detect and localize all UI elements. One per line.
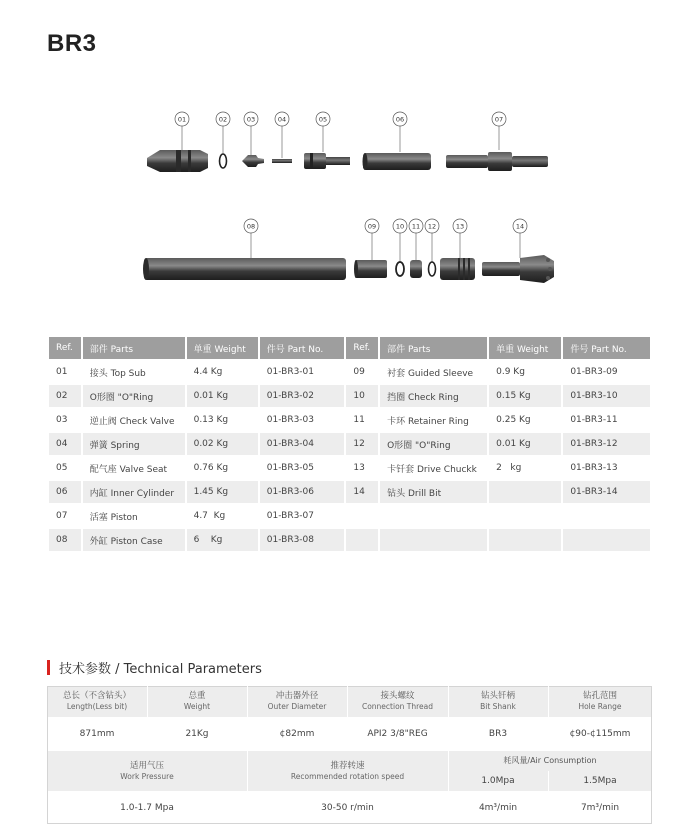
header-hole-zh: 钻孔范围 <box>582 691 617 701</box>
cell-weight: 0.9 Kg <box>489 361 561 383</box>
header-od-en: Outer Diameter <box>267 702 327 711</box>
cell-weight: 0.25 Kg <box>489 409 561 431</box>
cell-ref: 13 <box>346 457 378 479</box>
cell-part-no <box>563 529 650 551</box>
header-air-consumption <box>448 751 652 771</box>
cell-ref: 07 <box>49 505 81 527</box>
value-length-text: 871mm <box>79 729 115 739</box>
part-drive-chuck-icon <box>440 258 475 280</box>
value-pressure-text: 1.0-1.7 Mpa <box>120 802 174 813</box>
header-rotation-zh: 推荐转速 <box>330 760 365 771</box>
cell-part: 挡圈 Check Ring <box>380 385 487 407</box>
header-air-2 <box>548 771 652 791</box>
col-parts: 部件 Parts <box>83 337 185 359</box>
header-air-2-text: 1.5Mpa <box>583 776 617 786</box>
cell-part: 逆止阀 Check Valve <box>83 409 185 431</box>
cell-weight <box>489 529 561 551</box>
header-work-pressure <box>47 751 247 791</box>
cell-ref: 05 <box>49 457 81 479</box>
cell-weight: 0.13 Kg <box>187 409 258 431</box>
value-air-1-text: 4m³/min <box>478 802 518 813</box>
part-o-ring-icon <box>220 154 227 168</box>
header-hole-en: Hole Range <box>578 702 622 711</box>
callout-label-06: 06 <box>395 115 405 124</box>
table-row <box>49 457 650 479</box>
value-bit-shank <box>448 717 548 751</box>
cell-part-no: 01-BR3-03 <box>260 409 345 431</box>
cell-ref: 01 <box>49 361 81 383</box>
tech-params-table <box>47 686 652 824</box>
cell-weight: 2 kg <box>489 457 561 479</box>
cell-weight: 0.02 Kg <box>187 433 258 455</box>
callout-label-02: 02 <box>218 115 228 124</box>
cell-part: 衬套 Guided Sleeve <box>380 361 487 383</box>
cell-ref: 11 <box>346 409 378 431</box>
callout-label-04: 04 <box>277 115 287 124</box>
cell-part-no: 01-BR3-02 <box>260 385 345 407</box>
cell-part: 外缸 Piston Case <box>83 529 185 551</box>
header-thread-en: Connection Thread <box>361 702 434 711</box>
table-row <box>49 409 650 431</box>
header-rotation-en: Recommended rotation speed <box>290 771 405 781</box>
cell-ref: 14 <box>346 481 378 503</box>
cell-part: 接头 Top Sub <box>83 361 185 383</box>
cell-weight: 6 Kg <box>187 529 258 551</box>
value-shank-text: BR3 <box>488 729 508 739</box>
cell-ref: 09 <box>346 361 378 383</box>
callout-label-10: 10 <box>395 222 405 231</box>
part-inner-cylinder-icon <box>363 153 432 170</box>
cell-part-no: 01-BR3-13 <box>563 457 650 479</box>
grid-line <box>347 686 348 717</box>
cell-ref: 10 <box>346 385 378 407</box>
col-ref: Ref. <box>49 337 81 359</box>
table-row <box>49 361 650 383</box>
grid-line <box>247 751 248 791</box>
col-part-no: 件号 Part No. <box>260 337 345 359</box>
cell-part: 卡钎套 Drive Chuckk <box>380 457 487 479</box>
grid-line <box>448 686 449 717</box>
header-bit-shank <box>448 686 548 717</box>
cell-ref: 06 <box>49 481 81 503</box>
part-retainer-ring-icon <box>410 260 422 278</box>
header-pressure-zh: 适用气压 <box>129 760 164 771</box>
cell-weight: 0.15 Kg <box>489 385 561 407</box>
table-row <box>49 529 650 551</box>
cell-ref: 04 <box>49 433 81 455</box>
grid-line <box>47 686 652 687</box>
table-row <box>49 433 650 455</box>
header-shank-zh: 钻头钎柄 <box>480 691 515 701</box>
value-thread-text: API2 3/8"REG <box>367 729 428 739</box>
callout-label-03: 03 <box>246 115 256 124</box>
value-weight-text: 21Kg <box>185 729 209 739</box>
cell-weight: 0.76 Kg <box>187 457 258 479</box>
header-air-1-text: 1.0Mpa <box>481 776 515 786</box>
cell-part-no: 01-BR3-08 <box>260 529 345 551</box>
cell-part-no: 01-BR3-14 <box>563 481 650 503</box>
cell-part-no: 01-BR3-06 <box>260 481 345 503</box>
value-connection-thread <box>347 717 448 751</box>
table-row <box>49 481 650 503</box>
col-ref-2: Ref. <box>346 337 378 359</box>
value-air-2-text: 7m³/min <box>580 802 620 813</box>
cell-part: 卡环 Retainer Ring <box>380 409 487 431</box>
col-weight: 单重 Weight <box>187 337 258 359</box>
cell-ref: 03 <box>49 409 81 431</box>
part-drill-bit-icon <box>482 255 554 283</box>
callout-label-12: 12 <box>427 222 437 231</box>
exploded-parts-diagram <box>0 100 699 330</box>
value-od-text: ¢82mm <box>279 729 315 739</box>
col-parts-2: 部件 Parts <box>380 337 487 359</box>
grid-line <box>548 686 549 717</box>
part-piston-icon <box>446 152 548 171</box>
part-guided-sleeve-icon <box>354 260 387 278</box>
cell-part: 内缸 Inner Cylinder <box>83 481 185 503</box>
cell-weight: 0.01 Kg <box>489 433 561 455</box>
col-weight-2: 单重 Weight <box>489 337 561 359</box>
header-air-1 <box>448 771 548 791</box>
cell-ref <box>346 529 378 551</box>
callout-label-14: 14 <box>515 222 525 231</box>
cell-part: 弹簧 Spring <box>83 433 185 455</box>
callout-label-13: 13 <box>455 222 465 231</box>
header-weight-en: Weight <box>183 702 211 711</box>
cell-part: 活塞 Piston <box>83 505 185 527</box>
header-length-zh: 总长（不含钻头） <box>62 691 131 701</box>
cell-ref: 12 <box>346 433 378 455</box>
header-shank-en: Bit Shank <box>480 702 516 711</box>
header-connection-thread <box>347 686 448 717</box>
value-air-1 <box>448 791 548 824</box>
part-check-ring-icon <box>396 262 404 276</box>
cell-part-no: 01-BR3-10 <box>563 385 650 407</box>
cell-part-no: 01-BR3-07 <box>260 505 345 527</box>
section-title: 技术参数 / Technical Parameters <box>59 661 262 677</box>
col-part-no-2: 件号 Part No. <box>563 337 650 359</box>
value-work-pressure <box>47 791 247 824</box>
cell-part: O形圈 "O"Ring <box>83 385 185 407</box>
cell-part-no <box>563 505 650 527</box>
header-rotation-speed <box>247 751 448 791</box>
header-hole-range <box>548 686 652 717</box>
cell-weight: 1.45 Kg <box>187 481 258 503</box>
value-weight <box>147 717 247 751</box>
cell-weight <box>489 505 561 527</box>
callout-label-07: 07 <box>494 115 504 124</box>
part-top-sub-icon <box>147 150 208 172</box>
cell-part: 配气座 Valve Seat <box>83 457 185 479</box>
parts-table <box>47 335 652 553</box>
cell-weight: 0.01 Kg <box>187 385 258 407</box>
cell-part-no: 01-BR3-05 <box>260 457 345 479</box>
cell-part: 钻头 Drill Bit <box>380 481 487 503</box>
value-rotation-text: 30-50 r/min <box>321 802 374 813</box>
part-check-valve-icon <box>242 155 264 167</box>
cell-part-no: 01-BR3-09 <box>563 361 650 383</box>
page-title: BR3 <box>47 30 97 57</box>
header-length-en: Length(Less bit) <box>66 702 128 711</box>
tech-params-heading <box>47 659 262 675</box>
part-valve-seat-icon <box>304 153 350 169</box>
cell-ref: 08 <box>49 529 81 551</box>
accent-bar <box>47 660 50 675</box>
cell-part: O形圈 "O"Ring <box>380 433 487 455</box>
part-o-ring-2-icon <box>429 262 436 276</box>
header-pressure-en: Work Pressure <box>120 771 174 781</box>
cell-ref: 02 <box>49 385 81 407</box>
cell-weight: 4.4 Kg <box>187 361 258 383</box>
cell-part <box>380 505 487 527</box>
cell-part-no: 01-BR3-01 <box>260 361 345 383</box>
grid-line <box>548 771 549 791</box>
header-outer-diameter <box>247 686 347 717</box>
cell-part-no: 01-BR3-04 <box>260 433 345 455</box>
callout-label-11: 11 <box>411 222 421 231</box>
grid-line <box>147 686 148 717</box>
callout-label-05: 05 <box>318 115 328 124</box>
cell-ref <box>346 505 378 527</box>
value-air-2 <box>548 791 652 824</box>
value-outer-diameter <box>247 717 347 751</box>
callout-label-08: 08 <box>246 222 256 231</box>
value-rotation-speed <box>247 791 448 824</box>
header-weight <box>147 686 247 717</box>
grid-line <box>448 751 449 791</box>
header-weight-zh: 总重 <box>188 691 206 701</box>
cell-weight: 4.7 Kg <box>187 505 258 527</box>
cell-weight <box>489 481 561 503</box>
part-piston-case-icon <box>143 258 346 280</box>
grid-line <box>47 823 652 824</box>
cell-part <box>380 529 487 551</box>
parts-table-header <box>49 337 650 359</box>
table-row <box>49 385 650 407</box>
callout-label-09: 09 <box>367 222 377 231</box>
grid-line <box>247 686 248 717</box>
value-length <box>47 717 147 751</box>
callout-label-01: 01 <box>177 115 187 124</box>
cell-part-no: 01-BR3-12 <box>563 433 650 455</box>
grid-line <box>651 686 652 824</box>
value-hole-range <box>548 717 652 751</box>
header-thread-zh: 接头螺纹 <box>380 691 415 701</box>
part-spring-icon <box>272 159 292 163</box>
cell-part-no: 01-BR3-11 <box>563 409 650 431</box>
header-air-text: 耗风量/Air Consumption <box>503 756 597 765</box>
value-hole-text: ¢90-¢115mm <box>569 729 631 739</box>
table-row <box>49 505 650 527</box>
grid-line <box>47 686 48 824</box>
header-length <box>47 686 147 717</box>
header-od-zh: 冲击器外径 <box>275 691 319 701</box>
